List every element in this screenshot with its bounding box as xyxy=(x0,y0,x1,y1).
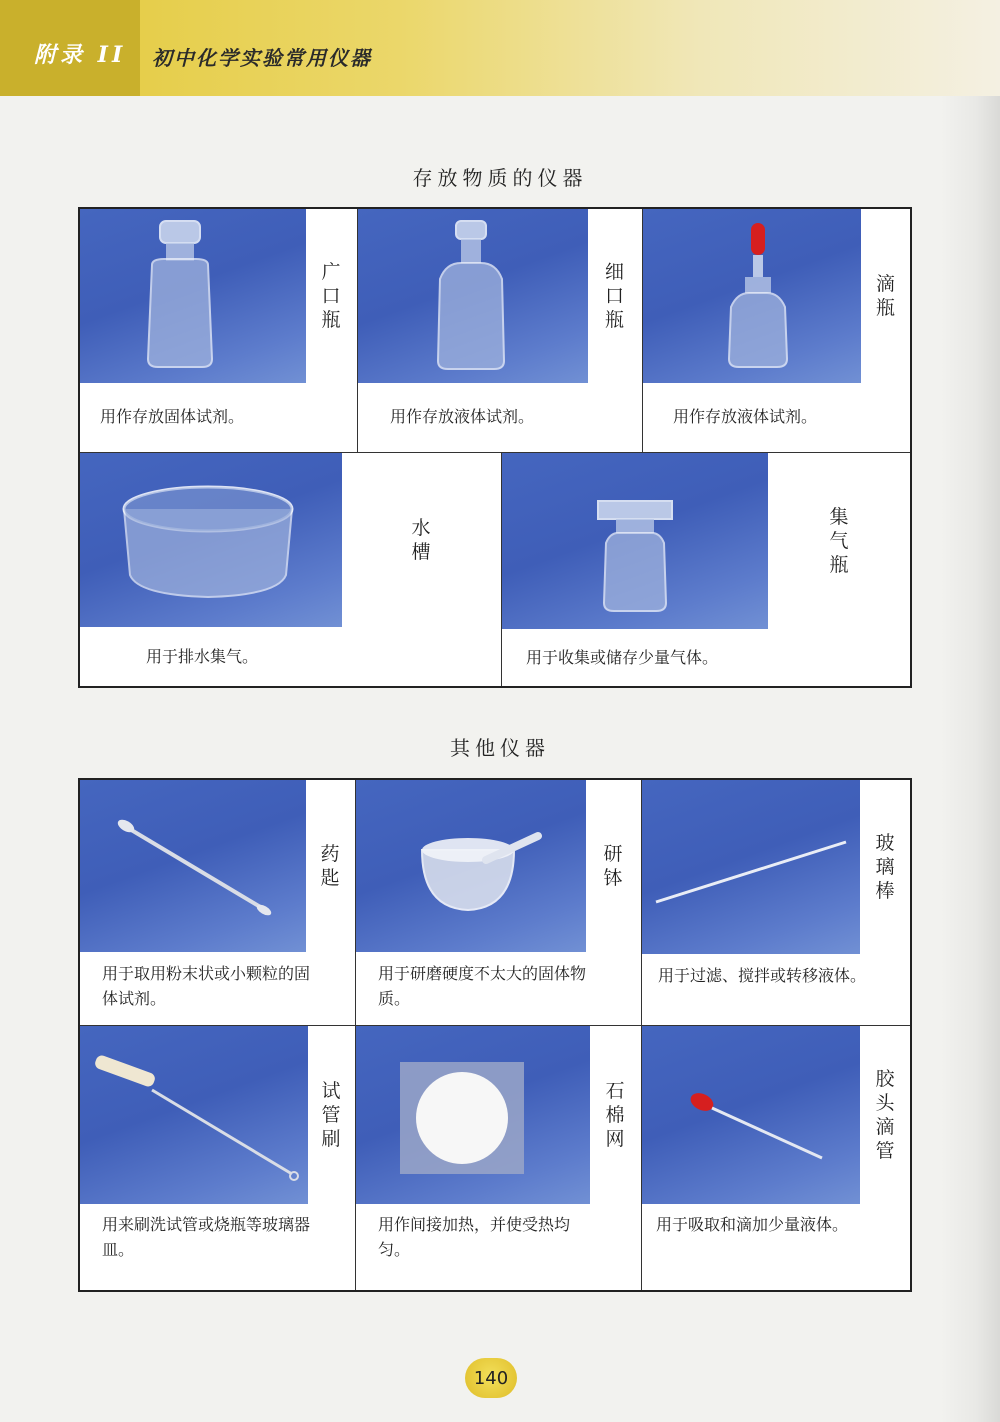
wide-mouth-bottle-icon xyxy=(80,209,306,383)
instrument-cell xyxy=(358,209,643,453)
instrument-description: 用于收集或储存少量气体。 xyxy=(526,648,719,667)
instrument-name: 玻 璃 棒 xyxy=(875,832,895,902)
dropper-bottle-icon xyxy=(643,209,861,383)
instrument-cell xyxy=(642,780,910,1026)
rubber-dropper-photo xyxy=(642,1026,860,1204)
instrument-name: 试 管 刷 xyxy=(321,1080,341,1150)
instrument-description: 用作存放固体试剂。 xyxy=(100,407,245,426)
instrument-cell xyxy=(356,1026,642,1290)
instrument-cell xyxy=(80,453,502,686)
instrument-name: 研 钵 xyxy=(603,843,623,889)
other-instruments-table xyxy=(78,778,912,1292)
header-band xyxy=(0,0,1000,96)
instrument-name: 水 槽 xyxy=(411,517,431,563)
page-edge-shadow xyxy=(940,0,1000,1422)
instrument-description: 用作存放液体试剂。 xyxy=(390,407,535,426)
test-tube-brush-photo xyxy=(80,1026,308,1204)
wide-mouth-bottle-photo xyxy=(80,209,306,383)
spatula-icon xyxy=(80,780,306,952)
instrument-description: 用来刷洗试管或烧瓶等玻璃器皿。 xyxy=(102,1215,311,1259)
instrument-cell xyxy=(356,780,642,1026)
instrument-name: 广 口 瓶 xyxy=(321,261,341,331)
section-title-storage: 存放物质的仪器 xyxy=(412,166,588,190)
instrument-cell xyxy=(642,1026,910,1290)
narrow-mouth-bottle-photo xyxy=(358,209,588,383)
section-title-other: 其他仪器 xyxy=(450,736,550,760)
instrument-description: 用于研磨硬度不太大的固体物质。 xyxy=(378,964,587,1008)
instrument-cell xyxy=(80,780,356,1026)
instrument-name: 胶 头 滴 管 xyxy=(875,1068,895,1162)
instrument-cell xyxy=(502,453,910,686)
page-title: 初中化学实验常用仪器 xyxy=(152,46,372,70)
instrument-description: 用作间接加热，并使受热均匀。 xyxy=(378,1215,571,1259)
instrument-name: 集 气 瓶 xyxy=(829,506,849,576)
spatula-photo xyxy=(80,780,306,952)
instrument-name: 药 匙 xyxy=(320,843,340,889)
instrument-description: 用于取用粉末状或小颗粒的固体试剂。 xyxy=(102,964,311,1008)
mortar-photo xyxy=(356,780,586,952)
storage-instruments-table xyxy=(78,207,912,688)
mortar-icon xyxy=(356,780,586,952)
glass-rod-photo xyxy=(642,780,860,954)
instrument-description: 用于吸取和滴加少量液体。 xyxy=(656,1215,849,1234)
rubber-dropper-icon xyxy=(642,1026,860,1204)
instrument-name: 石 棉 网 xyxy=(605,1080,625,1150)
instrument-name: 滴 瓶 xyxy=(875,273,895,319)
instrument-description: 用作存放液体试剂。 xyxy=(673,407,818,426)
instrument-name: 细 口 瓶 xyxy=(604,261,624,331)
instrument-cell xyxy=(80,1026,356,1290)
test-tube-brush-icon xyxy=(80,1026,308,1204)
appendix-label: 附录 II xyxy=(34,42,127,68)
narrow-mouth-bottle-icon xyxy=(358,209,588,383)
gas-collecting-bottle-icon xyxy=(502,453,768,629)
instrument-cell xyxy=(80,209,358,453)
instrument-cell xyxy=(643,209,910,453)
asbestos-gauze-icon xyxy=(356,1026,590,1204)
dropper-bottle-photo xyxy=(643,209,861,383)
page-number: 140 xyxy=(465,1358,517,1398)
instrument-description: 用于过滤、搅拌或转移液体。 xyxy=(658,966,867,985)
asbestos-gauze-photo xyxy=(356,1026,590,1204)
glass-rod-icon xyxy=(642,780,860,954)
water-trough-photo xyxy=(80,453,342,627)
gas-collecting-bottle-photo xyxy=(502,453,768,629)
water-trough-icon xyxy=(80,453,342,627)
instrument-description: 用于排水集气。 xyxy=(146,647,259,666)
